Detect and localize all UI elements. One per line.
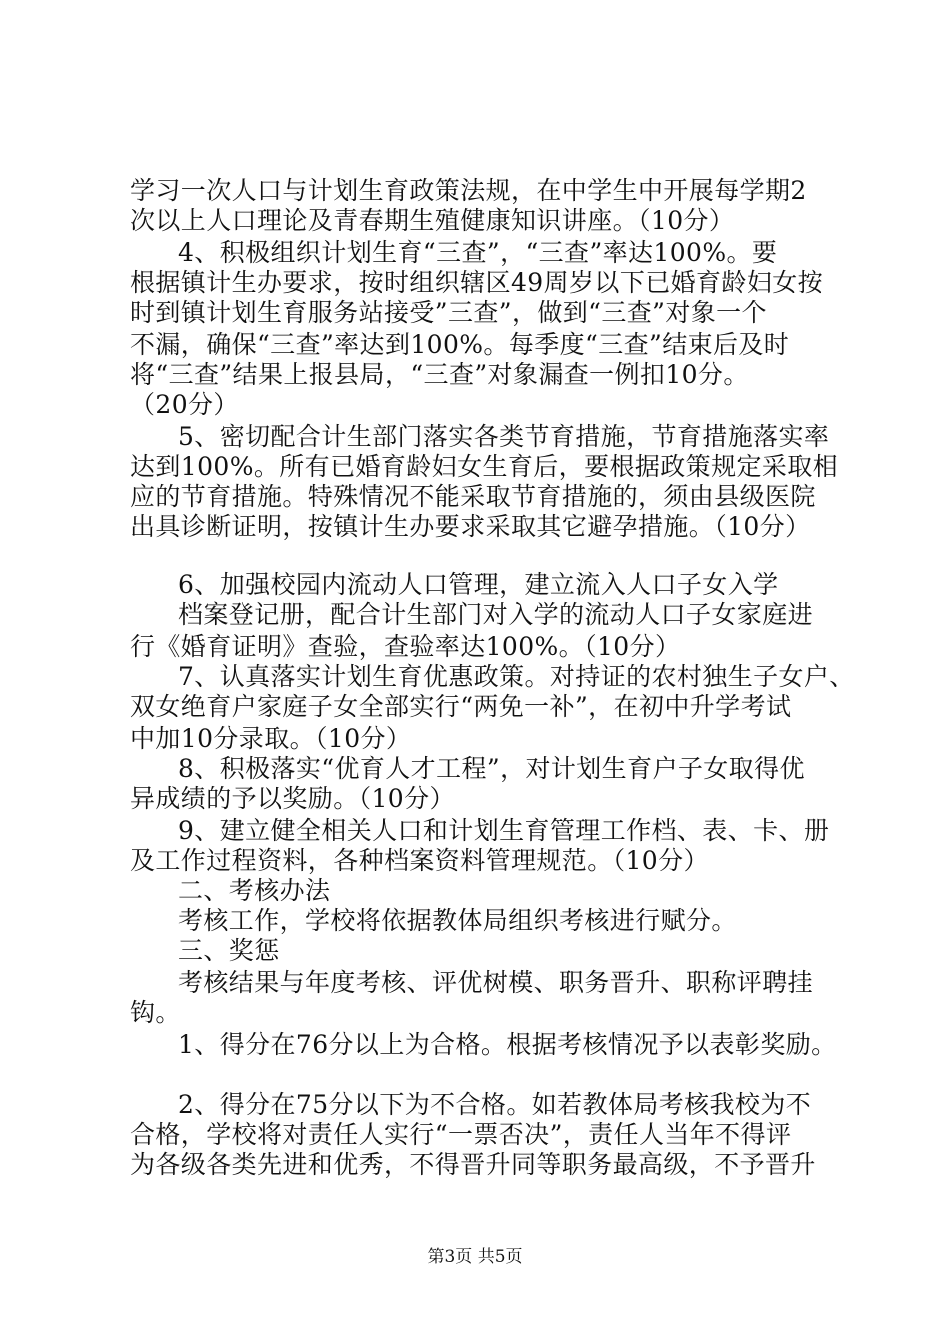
- body-line: 应的节育措施。特殊情况不能采取节育措施的，须由县级医院: [130, 482, 816, 511]
- body-line: 时到镇计划生育服务站接受”三查”，做到“三查”对象一个: [130, 298, 767, 327]
- body-line: 考核工作，学校将依据教体局组织考核进行赋分。: [178, 906, 737, 935]
- body-line: 钩。: [130, 998, 181, 1027]
- body-line: 出具诊断证明，按镇计生办要求采取其它避孕措施。（10分）: [130, 512, 811, 541]
- body-line: 档案登记册，配合计生部门对入学的流动人口子女家庭进: [178, 600, 814, 629]
- body-line: （20分）: [130, 390, 239, 419]
- body-line: 4、积极组织计划生育“三查”，“三查”率达100%。要: [178, 238, 778, 267]
- body-line: 9、建立健全相关人口和计划生育管理工作档、表、卡、册: [178, 816, 830, 845]
- body-line: 根据镇计生办要求，按时组织辖区49周岁以下已婚育龄妇女按: [130, 268, 824, 297]
- body-line: 双女绝育户家庭子女全部实行“两免一补”，在初中升学考试: [130, 692, 792, 721]
- body-line: 5、密切配合计生部门落实各类节育措施，节育措施落实率: [178, 422, 830, 451]
- body-line: 1、得分在76分以上为合格。根据考核情况予以表彰奖励。: [178, 1030, 837, 1059]
- body-line: 不漏，确保“三查”率达到100%。每季度“三查”结束后及时: [130, 330, 790, 359]
- body-line: 行《婚育证明》查验，查验率达100%。（10分）: [130, 632, 681, 661]
- section-heading: 三、奖惩: [178, 936, 280, 965]
- body-line: 异成绩的予以奖励。（10分）: [130, 784, 455, 813]
- body-line: 合格，学校将对责任人实行“一票否决”，责任人当年不得评: [130, 1120, 792, 1149]
- body-line: 达到100%。所有已婚育龄妇女生育后，要根据政策规定采取相: [130, 452, 839, 481]
- body-line: 为各级各类先进和优秀，不得晋升同等职务最高级，不予晋升: [130, 1150, 816, 1179]
- body-line: 中加10分录取。（10分）: [130, 724, 412, 753]
- page-number: 第3页 共5页: [427, 1247, 523, 1267]
- body-line: 考核结果与年度考核、评优树模、职务晋升、职称评聘挂: [178, 968, 814, 997]
- body-line: 将“三查”结果上报县局，“三查”对象漏查一例扣10分。: [130, 360, 749, 389]
- body-line: 及工作过程资料，各种档案资料管理规范。（10分）: [130, 846, 709, 875]
- body-line: 7、认真落实计划生育优惠政策。对持证的农村独生子女户、: [178, 662, 855, 691]
- body-line: 8、积极落实“优育人才工程”，对计划生育户子女取得优: [178, 754, 805, 783]
- section-heading: 二、考核办法: [178, 876, 331, 905]
- body-line: 2、得分在75分以下为不合格。如若教体局考核我校为不: [178, 1090, 812, 1119]
- body-line: 6、加强校园内流动人口管理，建立流入人口子女入学: [178, 570, 779, 599]
- body-line: 学习一次人口与计划生育政策法规，在中学生中开展每学期2: [130, 176, 807, 205]
- body-line: 次以上人口理论及青春期生殖健康知识讲座。（10分）: [130, 206, 735, 235]
